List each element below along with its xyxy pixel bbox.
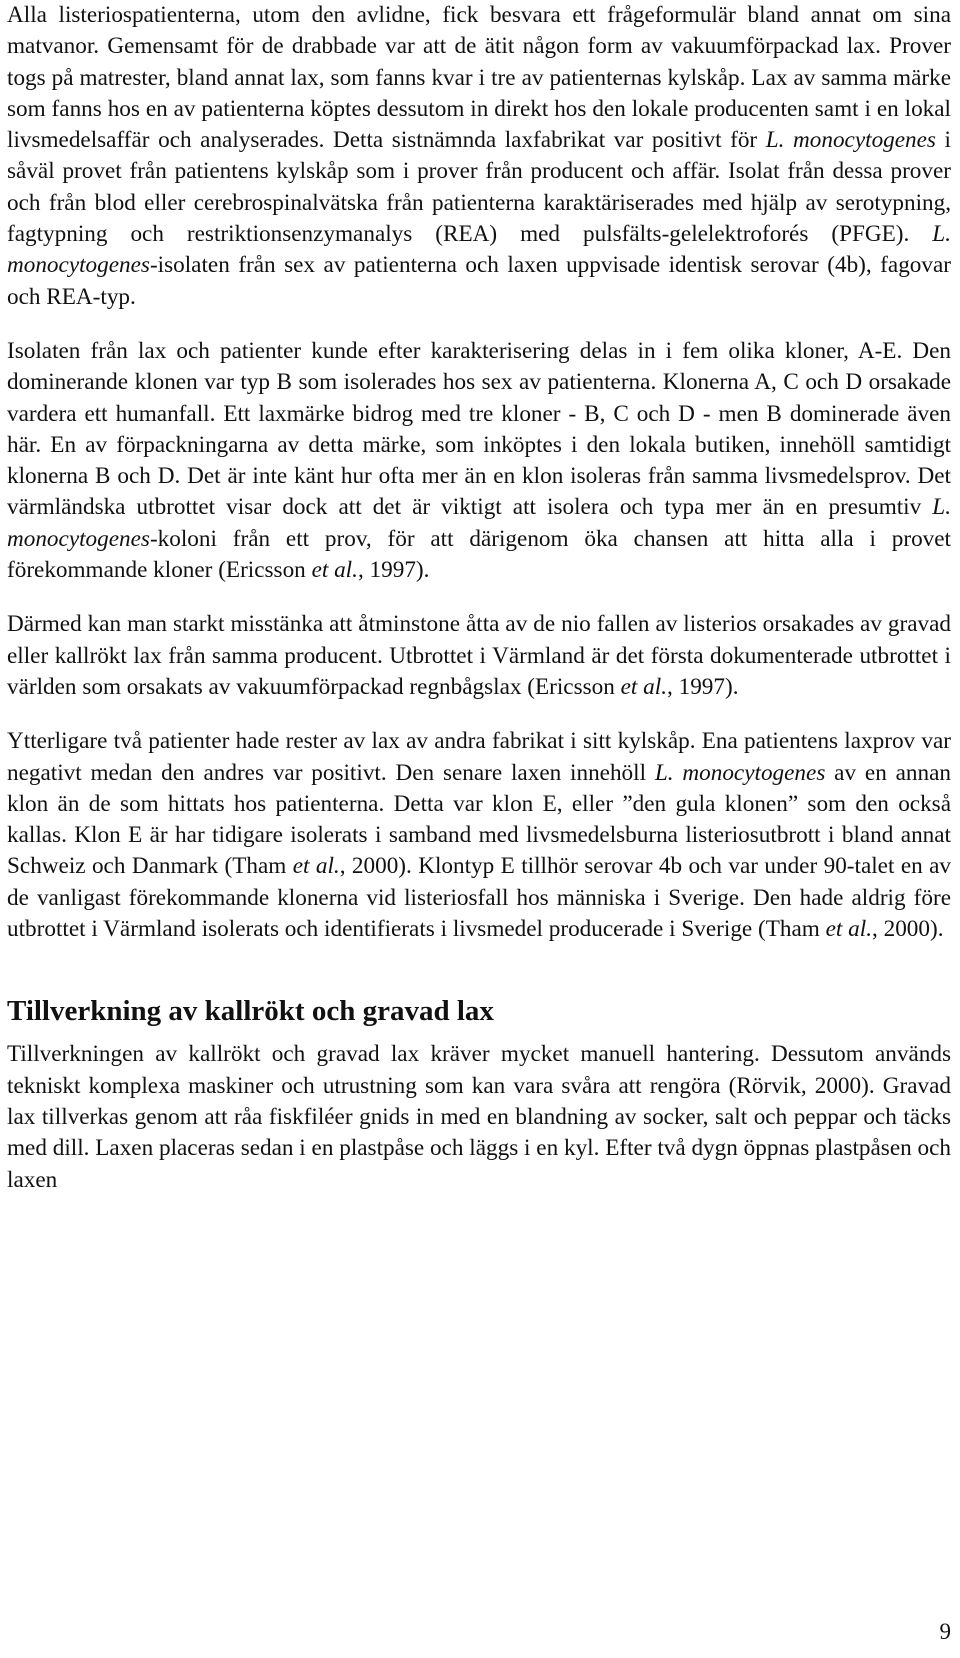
text-run: -koloni från ett prov, för att därigenom öka chansen att hitta alla i provet förekommande kloner (Ericsson — [7, 525, 951, 584]
text-run: Därmed kan man starkt misstänka att åtminstone åtta av de nio fallen av listerios orsakades av gravad eller kallrökt lax från samma producent. Utbrottet i Värmland är det första dokumenterade utbrottet i världen som orsakats av vakuumförpackad regnbågslax (Ericsson — [7, 611, 951, 700]
italic-text-run: et al. — [825, 916, 872, 943]
text-run: -isolaten från sex av patienterna och laxen uppvisade identisk serovar (4b), fagovar och REA-typ. — [7, 252, 951, 310]
paragraph-clone-typing — [7, 336, 951, 586]
text-run: Tillverkningen av kallrökt och gravad lax kräver mycket manuell hantering. Dessutom används tekniskt komplexa maskiner och utrustning som kan vara svåra att rengöra (Rörvik, 2000). Gravad lax tillverkas genom att råa fiskfiléer gnids in med en blandning av socker, salt och peppar och täcks med dill. Laxen placeras sedan i en plastpåse och läggs i en kyl. Efter två dygn öppnas plastpåsen och laxen — [7, 1041, 951, 1193]
text-run: Ytterligare två patienter hade rester av lax av andra fabrikat i sitt kylskåp. Ena patientens laxprov var negativt medan den andres var positivt. Den senare laxen innehöll — [7, 728, 951, 786]
italic-text-run: L. monocytogenes — [765, 127, 936, 154]
text-run: Isolaten från lax och patienter kunde efter karakterisering delas in i fem olika kloner, A-E. Den dominerande klonen var typ B som isolerades hos sex av patienterna. Klonerna A, C och D orsakade vardera ett humanfall. Ett laxmärke bidrog med tre kloner - B, C och D - men B dominerade även här. En av förpackningarna av detta märke, som inköptes i den lokala butiken, innehöll samtidigt klonerna B och D. Det är inte känt hur ofta mer än en klon isoleras från samma livsmedelsprov. Det värmländska utbrottet visar dock att det är viktigt att isolera och typa mer än en presumtiv — [7, 337, 951, 521]
text-run: av en annan klon än de som hittats hos patienterna. Detta var klon E, eller ”den gula klonen” som den också kallas. Klon E är har tidigare isolerats i samband med livsmedelsburna listeriosutbrott i bland annat Schweiz och Danmark (Tham — [7, 759, 951, 880]
italic-text-run: et al. — [292, 853, 340, 880]
section-heading: Tillverkning av kallrökt och gravad lax — [7, 995, 494, 1028]
text-run: , 2000). Klontyp E tillhör serovar 4b och var under 90-talet en av de vanligast förekommande klonerna vid listeriosfall hos människa i Sverige. Den hade aldrig före utbrottet i Värmland isolerats och identifierats i livsmedel producerade i Sverige (Tham — [7, 853, 951, 943]
paragraph-manufacturing — [7, 1039, 951, 1195]
page-number: 9 — [939, 1619, 951, 1644]
italic-text-run: L. monocytogenes — [7, 494, 951, 552]
text-run: , 1997). — [357, 557, 430, 584]
heading-spacer — [7, 1029, 951, 1039]
section-spacer — [7, 945, 951, 993]
text-run: , 1997). — [667, 673, 739, 700]
italic-text-run: L. monocytogenes — [7, 221, 951, 279]
paragraph-clone-e — [7, 726, 951, 945]
text-run: i såväl provet från patientens kylskåp som i prover från producent och affär. Isolat från dessa prover och från blod eller cerebrospinalvätska från patienterna karaktäriserades med hjälp av serotypning, fagtypning och restriktionsenzymanalys (REA) med pulsfälts-gelelektroforés (PFGE). — [7, 127, 951, 248]
text-run: , 2000). — [872, 916, 944, 943]
paragraph-outbreak-conclusion — [7, 609, 951, 703]
italic-text-run: et al. — [620, 673, 668, 700]
italic-text-run: L. monocytogenes — [654, 759, 826, 786]
paragraph-spacer — [7, 313, 951, 336]
paragraph-spacer — [7, 703, 951, 726]
italic-text-run: et al. — [311, 557, 358, 584]
document-page — [7, 0, 951, 1196]
paragraph-spacer — [7, 586, 951, 609]
paragraph-clone-investigation — [7, 0, 951, 313]
text-run: Alla listeriospatienterna, utom den avlidne, fick besvara ett frågeformulär bland annat om sina matvanor. Gemensamt för de drabbade var att de ätit någon form av vakuumförpackad lax. Prover togs på matrester, bland annat lax, som fanns kvar i tre av patienternas kylskåp. Lax av samma märke som fanns hos en av patienterna köptes dessutom in direkt hos den lokale producenten samt i en lokal livsmedelsaffär och analyserades. Detta sistnämnda laxfabrikat var positivt för — [7, 2, 951, 154]
